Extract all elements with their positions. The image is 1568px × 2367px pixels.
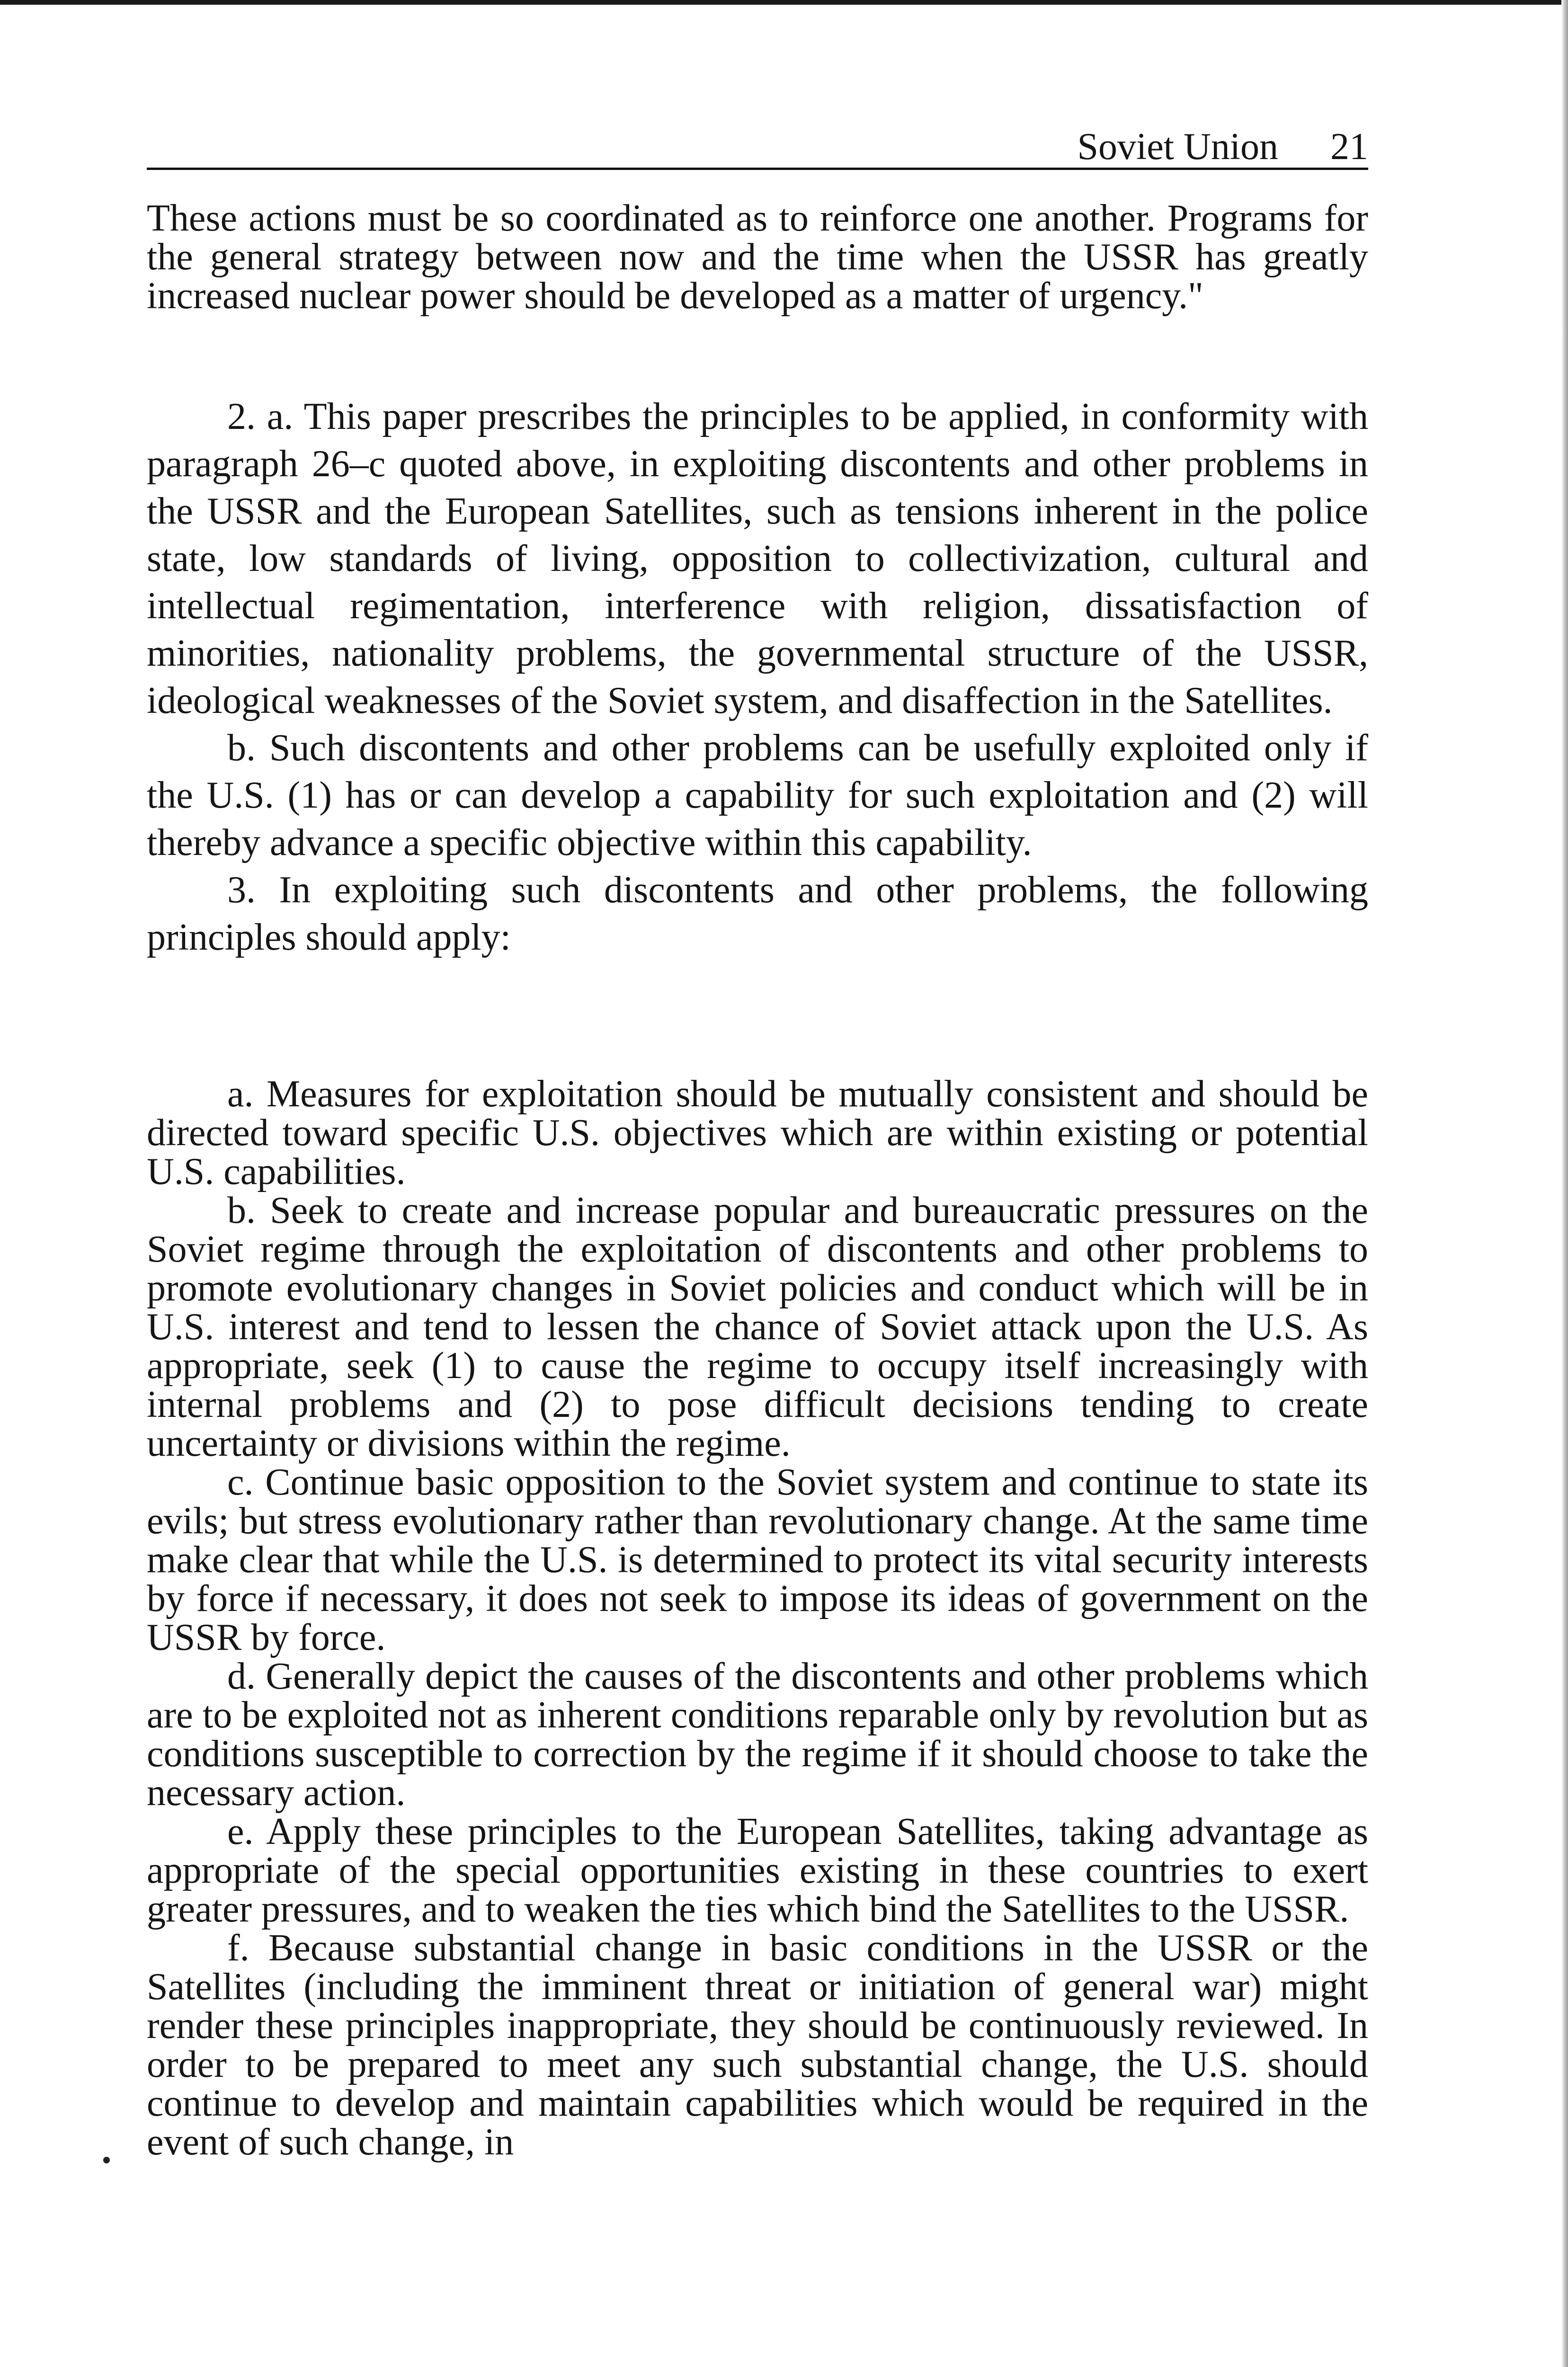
page-number: 21: [1330, 126, 1368, 168]
principle-b: b. Seek to create and increase popular and bureaucratic pressures on the Soviet regime through the exploitation of discontents and other problems to promote evolutionary changes in Soviet policies and conduct which will be in U.S. interest and tend to lessen the chance of Soviet attack upon the U.S. As appropriate, seek (1) to cause the regime to occupy itself increasingly with internal problems and (2) to pose difficult decisions tending to create uncertainty or divisions within the regime.: [147, 1190, 1368, 1464]
principle-e: e. Apply these principles to the European Satellites, taking advantage as appropriate of the special opportunities existing in these countries to exert greater pressures, and to weaken the ties which bind the Satellites to the USSR.: [147, 1811, 1368, 1930]
paragraph-2b: b. Such discontents and other problems can be usefully exploited only if the U.S. (1) has or can develop a capability for such exploitation and (2) will thereby advance a specific objective within this capability.: [147, 727, 1368, 863]
page-header: [147, 124, 1368, 170]
paragraph-2a: 2. a. This paper prescribes the principles to be applied, in conformity with paragraph 26–c quoted above, in exploiting discontents and other problems in the USSR and the European Satellites, such as tensions inherent in the police state, low standards of living, opposition to collectivization, cultural and intellectual regimentation, interference with religion, dissatisfaction of minorities, nationality problems, the governmental structure of the USSR, ideological weaknesses of the Soviet system, and disaffection in the Satellites.: [147, 396, 1368, 721]
opening-paragraph-block: [147, 199, 1368, 315]
scan-speck: [103, 2157, 110, 2163]
principle-d: d. Generally depict the causes of the discontents and other problems which are to be exploited not as inherent conditions reparable only by revolution but as conditions susceptible to correction by the regime if it should choose to take the necessary action.: [147, 1655, 1368, 1814]
running-head-section: Soviet Union: [1077, 126, 1278, 168]
principle-a: a. Measures for exploitation should be mutually consistent and should be directed toward specific U.S. objectives which are within existing or potential U.S. capabilities.: [147, 1073, 1368, 1192]
scan-edge-right: [1561, 0, 1568, 2367]
opening-paragraph: These actions must be so coordinated as to reinforce one another. Programs for the general strategy between now and the time when the USSR has greatly increased nuclear power should be developed as a matter of urgency.": [147, 197, 1368, 317]
paragraph-3-intro: 3. In exploiting such discontents and other problems, the following principles should apply:: [147, 869, 1368, 958]
principle-c: c. Continue basic opposition to the Soviet system and continue to state its evils; but stress evolutionary rather than revolutionary change. At the same time make clear that while the U.S. is determined to protect its vital security interests by force if necessary, it does not seek to impose its ideas of government on the USSR by force.: [147, 1461, 1368, 1658]
section-2-block: [147, 393, 1368, 961]
running-head: [1078, 128, 1368, 166]
scan-edge-top: [0, 0, 1568, 5]
principle-f: f. Because substantial change in basic conditions in the USSR or the Satellites (including the imminent threat or initiation of general war) might render these principles inappropriate, they should be continuously reviewed. In order to be prepared to meet any such substantial change, the U.S. should continue to develop and maintain capabilities which would be required in the event of such change, in: [147, 1927, 1368, 2163]
principles-block: [147, 1075, 1368, 2162]
